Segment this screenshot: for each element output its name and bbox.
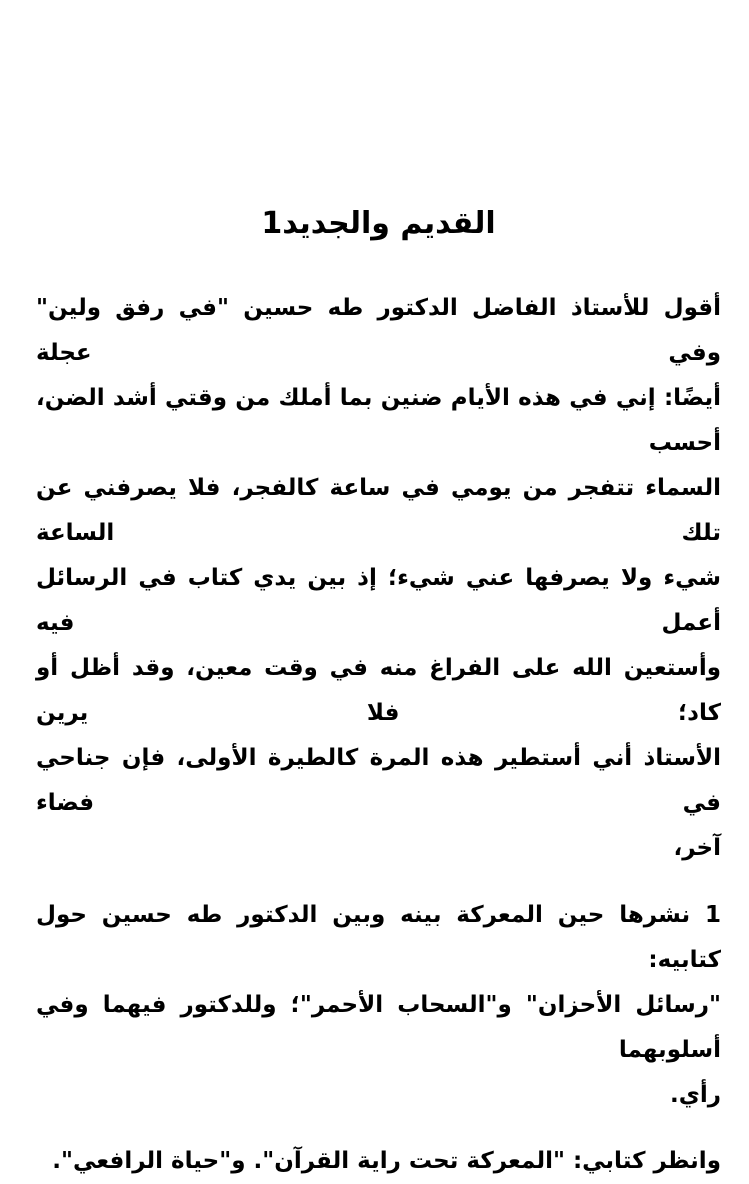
footnote-line: رأي. [670,1082,721,1108]
page-title: القديم والجديد1 [261,206,496,241]
footnote-line: "رسائل الأحزان" و"السحاب الأحمر"؛ وللدكتور فيهما وفي أسلوبهما [36,992,721,1063]
text-line: أقول للأستاذ الفاضل الدكتور طه حسين "في رفق ولين" وفي عجلة [36,295,721,366]
text-line: الأستاذ أني أستطير هذه المرة كالطيرة الأولى، فإن جناحي في فضاء [36,745,721,816]
footnote-line: 1 نشرها حين المعركة بينه وبين الدكتور طه حسين حول كتابيه: [36,902,721,973]
footnote-line: وانظر كتابي: "المعركة تحت راية القرآن". و"حياة الرافعي". [52,1148,721,1174]
text-line: شيء ولا يصرفها عني شيء؛ إذ بين يدي كتاب في الرسائل أعمل فيه [36,565,721,636]
text-line: السماء تتفجر من يومي في ساعة كالفجر، فلا يصرفني عن تلك الساعة [36,475,721,546]
paragraph-footnote [36,893,721,1118]
text-line: أيضًا: إني في هذه الأيام ضنين بما أملك من وقتي أشد الضن، أحسب [36,385,721,456]
paragraph-footnote-continuation [36,1139,721,1184]
text-line: آخر، [673,835,721,861]
paragraph-main [36,286,721,871]
text-line: وأستعين الله على الفراغ منه في وقت معين، وقد أظل أو كاد؛ فلا يرين [36,655,721,726]
